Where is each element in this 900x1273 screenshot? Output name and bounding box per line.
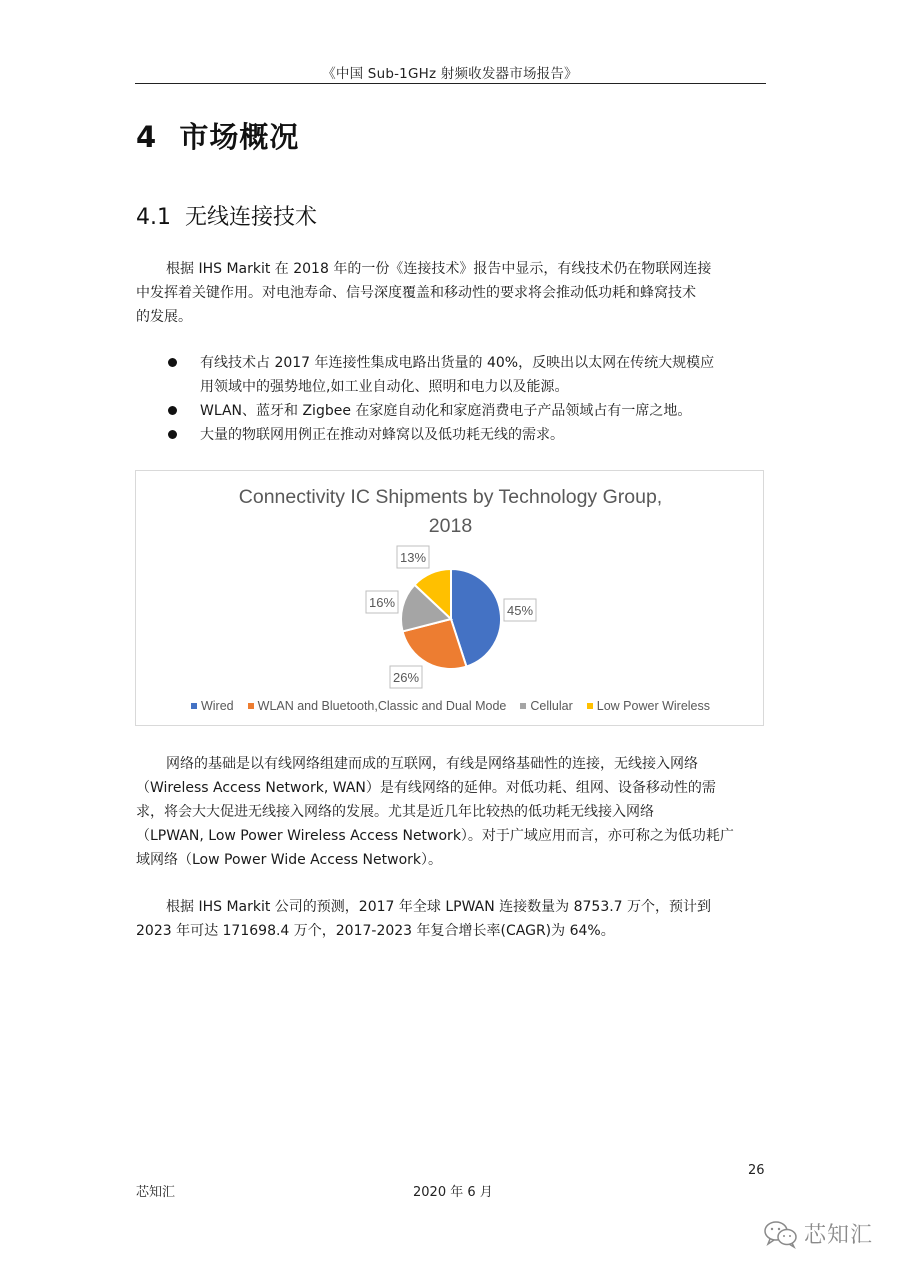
bullet-list bbox=[160, 351, 770, 447]
legend-item-wired bbox=[191, 699, 234, 713]
footer-publisher: 芯知汇 bbox=[136, 1185, 176, 1200]
legend-item-low-power-wireless bbox=[587, 699, 710, 713]
legend-label: Cellular bbox=[530, 699, 573, 713]
paragraph-line: 求，将会大大促进无线接入网络的发展。尤其是近几年比较热的低功耗无线接入网络 bbox=[136, 804, 654, 820]
wechat-icon bbox=[762, 1219, 800, 1249]
paragraph-network bbox=[136, 752, 768, 872]
data-label-text: 45% bbox=[506, 603, 534, 618]
page-number: 26 bbox=[748, 1163, 765, 1178]
legend-swatch-icon bbox=[587, 703, 593, 709]
legend-swatch-icon bbox=[248, 703, 254, 709]
chapter-heading: 4 市场概况 bbox=[136, 120, 300, 154]
data-label-low-power-wireless bbox=[397, 546, 429, 568]
chart-title-line: Connectivity IC Shipments by Technology Group, bbox=[238, 486, 663, 508]
paragraph-line: 域网络（Low Power Wide Access Network）。 bbox=[136, 852, 443, 868]
data-label-wired bbox=[504, 599, 536, 621]
watermark bbox=[762, 1218, 873, 1249]
paragraph-line: 中发挥着关键作用。对电池寿命、信号深度覆盖和移动性的要求将会推动低功耗和蜂窝技术 bbox=[136, 285, 696, 301]
paragraph-forecast bbox=[136, 895, 768, 943]
running-header: 《中国 Sub-1GHz 射频收发器市场报告》 bbox=[322, 66, 578, 82]
chart-title-line: 2018 bbox=[428, 515, 473, 537]
bullet-line: WLAN、蓝牙和 Zigbee 在家庭自动化和家庭消费电子产品领域占有一席之地。 bbox=[200, 403, 692, 419]
paragraph-intro bbox=[136, 257, 768, 329]
bullet-dot-icon bbox=[168, 406, 177, 415]
legend-item-wlan-and-bluetooth-classic-and-dual-mode bbox=[248, 699, 507, 713]
bullet-item bbox=[160, 423, 770, 447]
paragraph-line: 根据 IHS Markit 在 2018 年的一份《连接技术》报告中显示，有线技术仍在物联网连接 bbox=[166, 261, 712, 277]
header-rule bbox=[135, 83, 766, 84]
bullet-dot-icon bbox=[168, 358, 177, 367]
bullet-line: 用领域中的强势地位,如工业自动化、照明和电力以及能源。 bbox=[200, 379, 569, 395]
pie-plot-area bbox=[136, 471, 765, 727]
paragraph-line: （LPWAN, Low Power Wireless Access Network）。对于广域应用而言，亦可称之为低功耗广 bbox=[136, 828, 734, 844]
legend-label: Low Power Wireless bbox=[596, 699, 711, 713]
bullet-dot-icon bbox=[168, 430, 177, 439]
paragraph-line: 根据 IHS Markit 公司的预测，2017 年全球 LPWAN 连接数量为 8753.7 万个，预计到 bbox=[166, 899, 712, 915]
bullet-item bbox=[160, 399, 770, 423]
data-label-text: 13% bbox=[399, 550, 427, 565]
bullet-item bbox=[160, 351, 770, 399]
paragraph-line: （Wireless Access Network, WAN）是有线网络的延伸。对低功耗、组网、设备移动性的需 bbox=[136, 780, 716, 796]
section-heading: 4.1 无线连接技术 bbox=[136, 205, 317, 230]
paragraph-line: 的发展。 bbox=[136, 309, 192, 325]
data-label-text: 16% bbox=[368, 595, 396, 610]
data-label-text: 26% bbox=[392, 670, 420, 685]
data-label-wlan-and-bluetooth-classic-and-dual-mode bbox=[390, 666, 422, 688]
pie-chart bbox=[135, 470, 764, 726]
paragraph-line: 2023 年可达 171698.4 万个，2017-2023 年复合增长率(CAGR)为 64%。 bbox=[136, 923, 615, 939]
legend-swatch-icon bbox=[520, 703, 526, 709]
paragraph-line: 网络的基础是以有线网络组建而成的互联网，有线是网络基础性的连接，无线接入网络 bbox=[166, 756, 698, 772]
bullet-line: 大量的物联网用例正在推动对蜂窝以及低功耗无线的需求。 bbox=[200, 427, 564, 443]
watermark-label: 芯知汇 bbox=[804, 1223, 874, 1248]
legend-label: WLAN and Bluetooth,Classic and Dual Mode bbox=[257, 699, 507, 713]
chart-legend bbox=[136, 699, 765, 713]
data-label-cellular bbox=[366, 591, 398, 613]
footer-date: 2020 年 6 月 bbox=[413, 1185, 493, 1200]
legend-item-cellular bbox=[520, 699, 572, 713]
legend-label: Wired bbox=[200, 699, 234, 713]
legend-swatch-icon bbox=[191, 703, 197, 709]
bullet-line: 有线技术占 2017 年连接性集成电路出货量的 40%，反映出以太网在传统大规模应 bbox=[200, 355, 715, 371]
